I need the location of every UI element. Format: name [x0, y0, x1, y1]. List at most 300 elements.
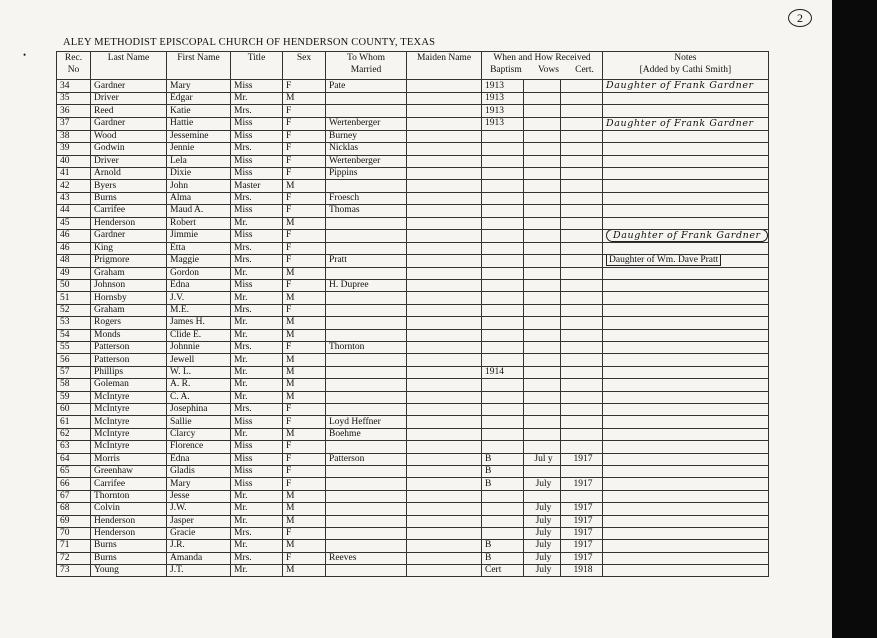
cell-note [603, 130, 769, 142]
cell-note [603, 143, 769, 155]
cell-first: Hattie [167, 117, 231, 130]
cell-first: Jesse [167, 490, 231, 502]
cell-title: Mr. [231, 391, 283, 403]
cell-cert [561, 180, 603, 192]
cell-rec: 70 [57, 527, 91, 539]
cell-vows [524, 217, 561, 229]
cell-note [603, 192, 769, 204]
cell-cert [561, 441, 603, 453]
cell-vows [524, 354, 561, 366]
cell-first: James H. [167, 317, 231, 329]
cell-title: Mr. [231, 93, 283, 105]
cell-last: Graham [91, 304, 167, 316]
cell-note [603, 379, 769, 391]
table-row [57, 143, 769, 155]
cell-first: Maud A. [167, 205, 231, 217]
cell-title: Miss [231, 416, 283, 428]
cell-vows: July [524, 565, 561, 577]
cell-married [326, 229, 407, 242]
cell-first: Gordon [167, 267, 231, 279]
cell-sex: F [283, 80, 326, 93]
cell-maiden [407, 180, 482, 192]
cell-rec: 48 [57, 255, 91, 267]
cell-cert: 1917 [561, 478, 603, 490]
cell-note [603, 255, 769, 267]
cell-vows [524, 441, 561, 453]
cell-last: McIntyre [91, 403, 167, 415]
cell-vows [524, 242, 561, 254]
cell-married: H. Dupree [326, 280, 407, 292]
cell-last: Driver [91, 155, 167, 167]
cell-maiden [407, 441, 482, 453]
cell-baptism [482, 242, 524, 254]
cell-first: Etta [167, 242, 231, 254]
table-row [57, 80, 769, 93]
cell-cert [561, 329, 603, 341]
cell-title: Mrs. [231, 342, 283, 354]
cell-cert: 1917 [561, 552, 603, 564]
cell-rec: 53 [57, 317, 91, 329]
cell-vows [524, 205, 561, 217]
cell-first: Jimmie [167, 229, 231, 242]
cell-married: Wertenberger [326, 155, 407, 167]
cell-baptism: B [482, 465, 524, 477]
cell-baptism [482, 280, 524, 292]
cell-baptism [482, 229, 524, 242]
cell-rec: 54 [57, 329, 91, 341]
cell-last: Patterson [91, 354, 167, 366]
table-row [57, 527, 769, 539]
table-row [57, 229, 769, 242]
cell-married [326, 105, 407, 117]
header-rec-no: Rec. No [57, 52, 91, 80]
cell-married [326, 354, 407, 366]
cell-baptism: 1913 [482, 80, 524, 93]
cell-last: Burns [91, 552, 167, 564]
cell-baptism: B [482, 453, 524, 465]
cell-maiden [407, 130, 482, 142]
cell-note [603, 527, 769, 539]
cell-last: McIntyre [91, 428, 167, 440]
cell-cert [561, 117, 603, 130]
cell-title: Mr. [231, 490, 283, 502]
cell-note [603, 242, 769, 254]
cell-married [326, 317, 407, 329]
cell-title: Mr. [231, 379, 283, 391]
cell-note [603, 403, 769, 415]
cell-baptism [482, 167, 524, 179]
cell-maiden [407, 329, 482, 341]
table-row [57, 441, 769, 453]
table-row [57, 280, 769, 292]
cell-vows [524, 255, 561, 267]
cell-rec: 46 [57, 229, 91, 242]
cell-last: Patterson [91, 342, 167, 354]
cell-cert: 1918 [561, 565, 603, 577]
cell-married [326, 180, 407, 192]
cell-sex: M [283, 503, 326, 515]
table-row [57, 192, 769, 204]
cell-maiden [407, 503, 482, 515]
table-row [57, 503, 769, 515]
table-row [57, 490, 769, 502]
table-row [57, 317, 769, 329]
cell-title: Miss [231, 155, 283, 167]
cell-rec: 61 [57, 416, 91, 428]
cell-rec: 62 [57, 428, 91, 440]
cell-baptism [482, 354, 524, 366]
cell-title: Mr. [231, 428, 283, 440]
cell-cert: 1917 [561, 453, 603, 465]
cell-cert [561, 304, 603, 316]
cell-rec: 73 [57, 565, 91, 577]
cell-cert: 1917 [561, 527, 603, 539]
cell-married [326, 540, 407, 552]
cell-title: Miss [231, 478, 283, 490]
table-row [57, 304, 769, 316]
cell-vows: July [524, 552, 561, 564]
cell-note [603, 453, 769, 465]
table-row [57, 267, 769, 279]
cell-first: Edna [167, 280, 231, 292]
cell-vows: July [524, 503, 561, 515]
table-row [57, 379, 769, 391]
cell-cert [561, 403, 603, 415]
cell-rec: 65 [57, 465, 91, 477]
cell-rec: 71 [57, 540, 91, 552]
cell-rec: 57 [57, 366, 91, 378]
table-row [57, 416, 769, 428]
cell-rec: 38 [57, 130, 91, 142]
cell-rec: 42 [57, 180, 91, 192]
header-first-name: First Name [167, 52, 231, 80]
table-row [57, 552, 769, 564]
cell-sex: M [283, 515, 326, 527]
cell-baptism [482, 304, 524, 316]
cell-first: W. L. [167, 366, 231, 378]
table-row [57, 465, 769, 477]
header-to-whom-married: To Whom Married [326, 52, 407, 80]
cell-maiden [407, 143, 482, 155]
cell-last: Burns [91, 192, 167, 204]
cell-vows: July [524, 527, 561, 539]
cell-first: Sallie [167, 416, 231, 428]
cell-rec: 63 [57, 441, 91, 453]
table-row [57, 255, 769, 267]
cell-baptism [482, 416, 524, 428]
cell-title: Mrs. [231, 304, 283, 316]
cell-title: Mr. [231, 515, 283, 527]
cell-vows [524, 280, 561, 292]
cell-note [603, 229, 769, 242]
cell-note [603, 465, 769, 477]
cell-rec: 35 [57, 93, 91, 105]
table-row [57, 292, 769, 304]
cell-sex: F [283, 441, 326, 453]
cell-last: Henderson [91, 217, 167, 229]
cell-vows [524, 267, 561, 279]
table-row [57, 453, 769, 465]
cell-sex: M [283, 93, 326, 105]
table-row [57, 354, 769, 366]
cell-last: Byers [91, 180, 167, 192]
cell-cert [561, 80, 603, 93]
cell-married: Burney [326, 130, 407, 142]
cell-last: Monds [91, 329, 167, 341]
cell-married: Nicklas [326, 143, 407, 155]
cell-baptism [482, 515, 524, 527]
cell-married [326, 490, 407, 502]
table-row [57, 515, 769, 527]
cell-maiden [407, 453, 482, 465]
cell-maiden [407, 117, 482, 130]
table-row [57, 329, 769, 341]
cell-married: Reeves [326, 552, 407, 564]
cell-sex: F [283, 255, 326, 267]
cell-last: Colvin [91, 503, 167, 515]
cell-first: Robert [167, 217, 231, 229]
cell-first: Edna [167, 453, 231, 465]
cell-maiden [407, 267, 482, 279]
cell-baptism: 1913 [482, 117, 524, 130]
table-row [57, 565, 769, 577]
cell-sex: F [283, 242, 326, 254]
cell-married [326, 267, 407, 279]
cell-note [603, 552, 769, 564]
cell-maiden [407, 105, 482, 117]
cell-first: Jennie [167, 143, 231, 155]
cell-baptism [482, 143, 524, 155]
cell-rec: 36 [57, 105, 91, 117]
cell-sex: M [283, 428, 326, 440]
cell-first: Maggie [167, 255, 231, 267]
header-last-name: Last Name [91, 52, 167, 80]
cell-last: Morris [91, 453, 167, 465]
cell-vows [524, 416, 561, 428]
cell-vows [524, 428, 561, 440]
cell-baptism: 1914 [482, 366, 524, 378]
cell-note [603, 180, 769, 192]
cell-married [326, 329, 407, 341]
cell-sex: F [283, 143, 326, 155]
cell-sex: F [283, 155, 326, 167]
cell-note [603, 540, 769, 552]
cell-first: J.W. [167, 503, 231, 515]
cell-maiden [407, 366, 482, 378]
cell-title: Miss [231, 280, 283, 292]
cell-rec: 40 [57, 155, 91, 167]
cell-maiden [407, 416, 482, 428]
cell-married [326, 515, 407, 527]
cell-baptism: B [482, 478, 524, 490]
cell-cert [561, 242, 603, 254]
cell-rec: 37 [57, 117, 91, 130]
cell-cert [561, 416, 603, 428]
cell-baptism [482, 391, 524, 403]
cell-vows [524, 317, 561, 329]
cell-rec: 60 [57, 403, 91, 415]
cell-title: Miss [231, 167, 283, 179]
cell-married [326, 441, 407, 453]
cell-cert [561, 490, 603, 502]
table-row [57, 342, 769, 354]
cell-baptism [482, 130, 524, 142]
cell-note [603, 565, 769, 577]
cell-title: Mr. [231, 354, 283, 366]
cell-maiden [407, 403, 482, 415]
cell-last: Gardner [91, 229, 167, 242]
cell-maiden [407, 93, 482, 105]
cell-last: Carrifee [91, 478, 167, 490]
cell-note [603, 117, 769, 130]
cell-maiden [407, 342, 482, 354]
cell-rec: 58 [57, 379, 91, 391]
cell-title: Miss [231, 465, 283, 477]
cell-first: Mary [167, 80, 231, 93]
cell-cert [561, 143, 603, 155]
cell-note [603, 267, 769, 279]
cell-note [603, 366, 769, 378]
header-sex: Sex [283, 52, 326, 80]
cell-sex: M [283, 540, 326, 552]
cell-married [326, 93, 407, 105]
cell-title: Miss [231, 453, 283, 465]
cell-last: Gardner [91, 117, 167, 130]
cell-sex: F [283, 465, 326, 477]
cell-maiden [407, 205, 482, 217]
cell-married [326, 478, 407, 490]
cell-note [603, 304, 769, 316]
cell-first: Jessemine [167, 130, 231, 142]
cell-vows [524, 155, 561, 167]
table-row [57, 428, 769, 440]
cell-rec: 43 [57, 192, 91, 204]
cell-baptism [482, 428, 524, 440]
cell-sex: F [283, 403, 326, 415]
cell-rec: 64 [57, 453, 91, 465]
cell-title: Miss [231, 441, 283, 453]
cell-cert [561, 280, 603, 292]
cell-title: Miss [231, 229, 283, 242]
cell-rec: 39 [57, 143, 91, 155]
cell-married [326, 304, 407, 316]
cell-vows [524, 342, 561, 354]
cell-sex: F [283, 304, 326, 316]
cell-baptism [482, 503, 524, 515]
cell-married: Pratt [326, 255, 407, 267]
table-row [57, 217, 769, 229]
cell-note [603, 515, 769, 527]
cell-first: M.E. [167, 304, 231, 316]
cell-title: Mrs. [231, 105, 283, 117]
cell-maiden [407, 192, 482, 204]
cell-note [603, 155, 769, 167]
cell-title: Miss [231, 205, 283, 217]
cell-last: Arnold [91, 167, 167, 179]
cell-last: Rogers [91, 317, 167, 329]
cell-first: A. R. [167, 379, 231, 391]
cell-sex: F [283, 130, 326, 142]
cell-sex: F [283, 478, 326, 490]
cell-vows [524, 80, 561, 93]
cell-cert [561, 317, 603, 329]
cell-maiden [407, 242, 482, 254]
cell-baptism [482, 217, 524, 229]
cell-married: Boehme [326, 428, 407, 440]
cell-title: Mr. [231, 366, 283, 378]
cell-sex: M [283, 366, 326, 378]
cell-rec: 45 [57, 217, 91, 229]
cell-title: Mrs. [231, 192, 283, 204]
cell-first: Katie [167, 105, 231, 117]
cell-note [603, 292, 769, 304]
cell-note [603, 205, 769, 217]
cell-rec: 66 [57, 478, 91, 490]
cell-baptism: B [482, 540, 524, 552]
cell-cert [561, 391, 603, 403]
cell-vows [524, 229, 561, 242]
cell-last: Burns [91, 540, 167, 552]
cell-sex: M [283, 217, 326, 229]
cell-baptism: 1913 [482, 105, 524, 117]
cell-first: Josephina [167, 403, 231, 415]
cell-baptism [482, 403, 524, 415]
cell-baptism [482, 342, 524, 354]
cell-title: Miss [231, 117, 283, 130]
cell-sex: M [283, 354, 326, 366]
cell-first: Mary [167, 478, 231, 490]
cell-title: Miss [231, 80, 283, 93]
cell-note [603, 354, 769, 366]
cell-note [603, 280, 769, 292]
cell-vows [524, 105, 561, 117]
cell-vows: Jul y [524, 453, 561, 465]
cell-first: J.T. [167, 565, 231, 577]
cell-vows [524, 167, 561, 179]
cell-vows [524, 465, 561, 477]
cell-cert [561, 192, 603, 204]
cell-last: Goleman [91, 379, 167, 391]
table-row [57, 205, 769, 217]
cell-first: Edgar [167, 93, 231, 105]
cell-vows [524, 143, 561, 155]
cell-title: Mr. [231, 292, 283, 304]
margin-mark: • [23, 50, 27, 60]
cell-first: C. A. [167, 391, 231, 403]
cell-sex: M [283, 379, 326, 391]
cell-vows [524, 403, 561, 415]
cell-title: Mrs. [231, 255, 283, 267]
cell-maiden [407, 379, 482, 391]
cell-first: Lela [167, 155, 231, 167]
cell-married [326, 527, 407, 539]
cell-cert [561, 379, 603, 391]
cell-last: Carrifee [91, 205, 167, 217]
table-row [57, 130, 769, 142]
table-row [57, 93, 769, 105]
table-row [57, 478, 769, 490]
cell-rec: 52 [57, 304, 91, 316]
table-row [57, 242, 769, 254]
table-row [57, 155, 769, 167]
cell-baptism [482, 180, 524, 192]
cell-first: Florence [167, 441, 231, 453]
cell-married [326, 391, 407, 403]
cell-first: Jasper [167, 515, 231, 527]
cell-sex: F [283, 527, 326, 539]
cell-first: Gladis [167, 465, 231, 477]
cell-first: Alma [167, 192, 231, 204]
